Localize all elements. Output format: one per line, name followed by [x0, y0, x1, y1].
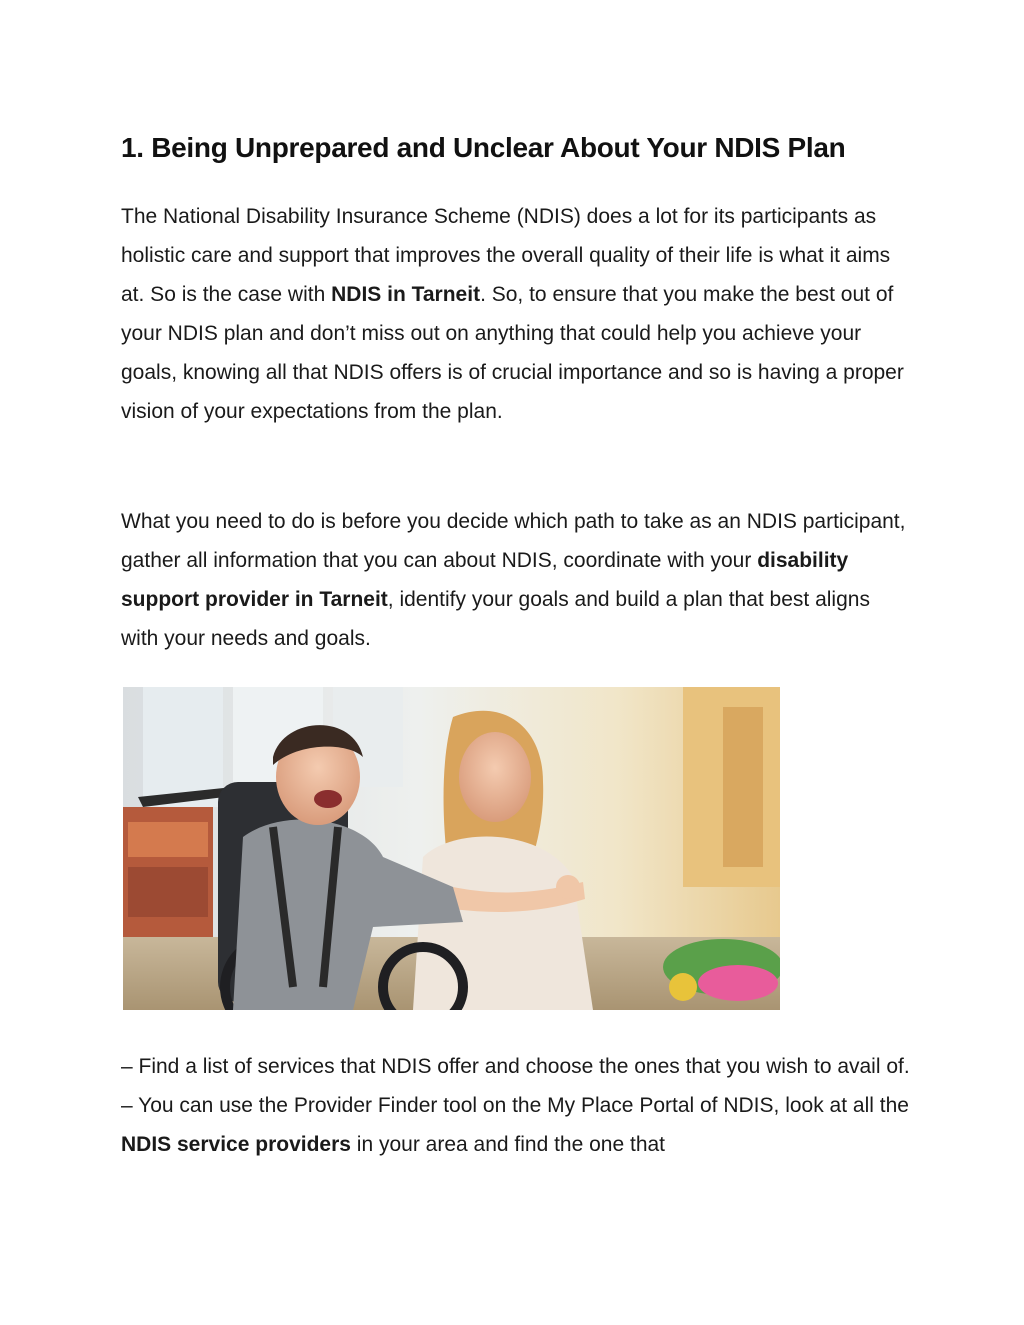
paragraph-intro-text: The National Disability Insurance Scheme (NDIS) does a lot for its participants as holistic care and support that improves the overall quality of their life is what it aims at. So is the case with: [121, 205, 891, 306]
keyword-disability-support-provider: disability support provider in Tarneit: [121, 549, 849, 611]
bullet-item-provider-finder: – You can use the Provider Finder tool on the My Place Portal of NDIS, look at all the: [121, 1094, 909, 1117]
keyword-ndis-service-providers: NDIS service providers: [121, 1133, 351, 1156]
paragraph-steps: [121, 502, 911, 658]
paragraph-intro: [121, 197, 911, 431]
keyword-ndis-in-tarneit: NDIS in Tarneit: [331, 283, 481, 306]
paragraph-steps-text-rest: , identify your goals and build a plan that best aligns with your needs and goals.: [121, 588, 870, 650]
bullet-item-services: – Find a list of services that NDIS offer and choose the ones that you wish to avail of.: [121, 1055, 910, 1078]
photo-boy-in-wheelchair-with-carer: [123, 687, 780, 1010]
bullet-item-provider-finder-rest: in your area and find the one that: [350, 1133, 666, 1156]
section-heading: 1. Being Unprepared and Unclear About Your NDIS Plan: [121, 132, 846, 163]
paragraph-steps-text: What you need to do is before you decide which path to take as an NDIS participant, gather all information that you can about NDIS, coordinate with your: [121, 510, 906, 572]
paragraph-intro-text-rest: . So, to ensure that you make the best out of your NDIS plan and don’t miss out on anything that could help you achieve your goals, knowing all that NDIS offers is of crucial importance and so is having a proper vision of your expectations from the plan.: [121, 283, 904, 423]
paragraph-bullets: [121, 1047, 911, 1164]
